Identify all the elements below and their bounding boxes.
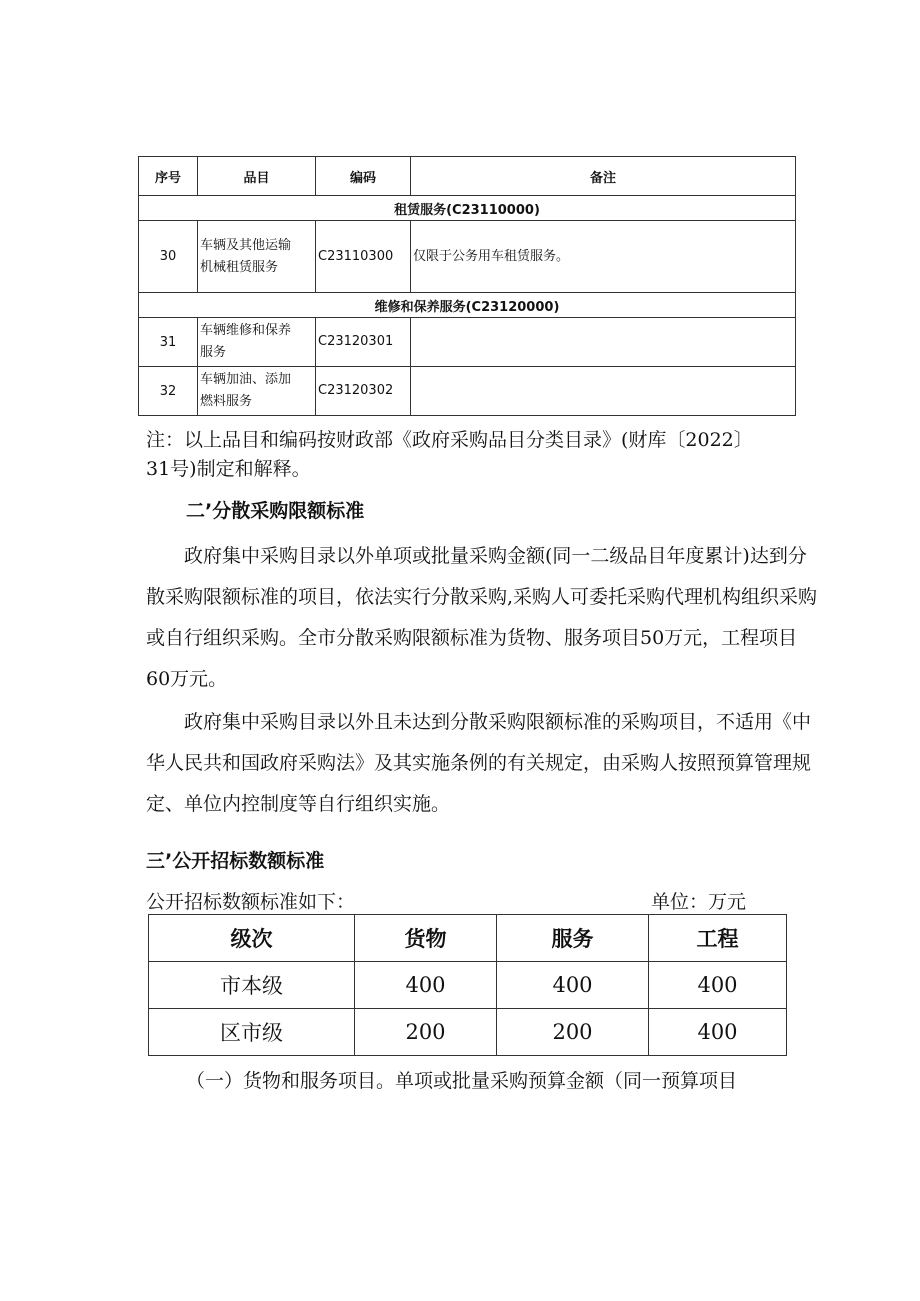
- row-remark: 仅限于公务用车租赁服务。: [411, 221, 796, 293]
- header-goods: 货物: [355, 915, 497, 962]
- row-item-line: 车辆及其他运输: [200, 237, 292, 253]
- unit-label: 单位：万元: [651, 891, 747, 913]
- row-code: C23120301: [316, 318, 411, 367]
- row-item-line: 车辆加油、添加: [200, 372, 292, 387]
- table-row: [149, 1009, 787, 1056]
- table-row: [139, 367, 796, 416]
- bid-threshold-table: [148, 914, 787, 1056]
- row-item: [198, 367, 316, 416]
- row-item: [198, 318, 316, 367]
- header-remark: 备注: [411, 157, 796, 196]
- row-remark: [411, 367, 796, 416]
- note-line: 注：以上品目和编码按财政部《政府采购品目分类目录》(财库〔2022〕: [146, 429, 753, 451]
- group-row: [139, 196, 796, 221]
- section-3-intro: 公开招标数额标准如下：: [146, 891, 356, 913]
- table-note: [146, 426, 806, 484]
- cell-level: 区市级: [149, 1009, 355, 1056]
- row-item-line: 机械租赁服务: [200, 259, 279, 275]
- catalog-table-header: [139, 157, 796, 196]
- row-item-line: 车辆维修和保养: [200, 323, 292, 338]
- section-3-title: 三’公开招标数额标准: [146, 850, 325, 872]
- header-level: 级次: [149, 915, 355, 962]
- header-code: 编码: [316, 157, 411, 196]
- row-remark: [411, 318, 796, 367]
- table-row: [149, 962, 787, 1009]
- row-item-line: 服务: [200, 345, 227, 360]
- catalog-table: [138, 156, 796, 416]
- goods-services-paragraph: （一）货物和服务项目。单项或批量采购预算金额（同一预算项目: [186, 1070, 738, 1092]
- header-seq: 序号: [139, 157, 198, 196]
- row-seq: 31: [139, 318, 198, 367]
- cell-services: 400: [497, 962, 649, 1009]
- row-item-line: 燃料服务: [200, 394, 253, 409]
- table-row: [139, 221, 796, 293]
- group-leasing: 租赁服务(C23110000): [139, 196, 796, 221]
- cell-services: 200: [497, 1009, 649, 1056]
- section-2-para-2: 政府集中采购目录以外且未达到分散采购限额标准的采购项目，不适用《中华人民共和国政府采购法》及其实施条例的有关规定，由采购人按照预算管理规定、单位内控制度等自行组织实施。: [146, 711, 812, 815]
- cell-engineering: 400: [649, 1009, 787, 1056]
- cell-level: 市本级: [149, 962, 355, 1009]
- cell-goods: 200: [355, 1009, 497, 1056]
- section-2-title: 二’分散采购限额标准: [186, 500, 365, 522]
- header-item: 品目: [198, 157, 316, 196]
- header-services: 服务: [497, 915, 649, 962]
- row-seq: 32: [139, 367, 198, 416]
- group-maintenance: 维修和保养服务(C23120000): [139, 293, 796, 318]
- row-code: C23110300: [316, 221, 411, 293]
- cell-engineering: 400: [649, 962, 787, 1009]
- row-code: C23120302: [316, 367, 411, 416]
- group-row: [139, 293, 796, 318]
- row-seq: 30: [139, 221, 198, 293]
- table-row: [139, 318, 796, 367]
- note-line: 31号)制定和解释。: [146, 458, 311, 480]
- cell-goods: 400: [355, 962, 497, 1009]
- header-engineering: 工程: [649, 915, 787, 962]
- bid-table-header: [149, 915, 787, 962]
- section-2-para-1: 政府集中采购目录以外单项或批量采购金额(同一二级品目年度累计)达到分散采购限额标准的项目，依法实行分散采购,采购人可委托采购代理机构组织采购或自行组织采购。全市分散采购限额标准为货物、服务项目50万元，工程项目60万元。: [146, 545, 818, 690]
- row-item: [198, 221, 316, 293]
